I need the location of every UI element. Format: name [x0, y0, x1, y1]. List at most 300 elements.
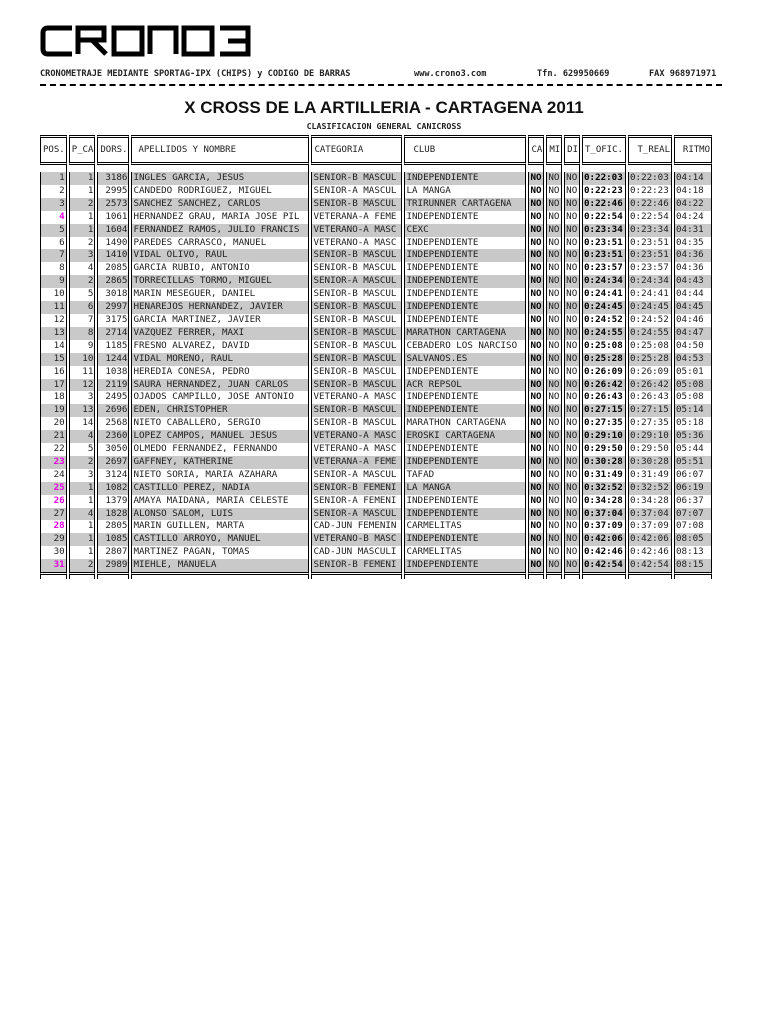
- column-header: CLUB: [404, 135, 526, 165]
- table-row: [40, 301, 712, 314]
- cell-club: TAFAD: [404, 469, 526, 482]
- column-header: RITMO: [674, 135, 712, 165]
- cell-club: INDEPENDIENTE: [404, 172, 526, 185]
- cell-ca: NO: [528, 275, 544, 288]
- cell-pos: 27: [40, 508, 67, 521]
- table-row: [40, 327, 712, 340]
- cell-club: CEBADERO LOS NARCISO: [404, 340, 526, 353]
- cell-dors: 1185: [97, 340, 129, 353]
- cell-treal: 0:34:28: [628, 495, 672, 508]
- cell-club: INDEPENDIENTE: [404, 366, 526, 379]
- cell-mi: NO: [546, 520, 562, 533]
- cell-treal: 0:31:49: [628, 469, 672, 482]
- cell-pca: 1: [69, 172, 96, 185]
- cell-name: FRESNO ALVAREZ, DAVID: [131, 340, 309, 353]
- cell-pca: 7: [69, 314, 96, 327]
- cell-mi: NO: [546, 198, 562, 211]
- cell-di: NO: [564, 288, 580, 301]
- cell-name: INGLES GARCIA, JESUS: [131, 172, 309, 185]
- cell-ritmo: 04:46: [674, 314, 712, 327]
- cell-name: MARTINEZ PAGAN, TOMAS: [131, 546, 309, 559]
- table-row: [40, 211, 712, 224]
- cell-mi: NO: [546, 456, 562, 469]
- cell-cat: SENIOR-B MASCUL: [311, 198, 402, 211]
- cell-name: NIETO CABALLERO, SERGIO: [131, 417, 309, 430]
- cell-ca: NO: [528, 224, 544, 237]
- cell-club: INDEPENDIENTE: [404, 456, 526, 469]
- cell-dors: 2697: [97, 456, 129, 469]
- cell-di: NO: [564, 327, 580, 340]
- cell-dors: 1244: [97, 353, 129, 366]
- cell-di: NO: [564, 404, 580, 417]
- cell-di: NO: [564, 559, 580, 572]
- column-header: CATEGORIA: [311, 135, 402, 165]
- cell-tofic: 0:42:54: [582, 559, 626, 572]
- cell-dors: 1410: [97, 249, 129, 262]
- cell-pca: 9: [69, 340, 96, 353]
- cell-ca: NO: [528, 366, 544, 379]
- cell-ritmo: 04:14: [674, 172, 712, 185]
- cell-treal: 0:37:04: [628, 508, 672, 521]
- cell-di: NO: [564, 237, 580, 250]
- cell-name: HENAREJOS HERNANDEZ, JAVIER: [131, 301, 309, 314]
- cell-name: AMAYA MAIDANA, MARIA CELESTE: [131, 495, 309, 508]
- column-header: P_CA: [69, 135, 96, 165]
- cell-pca: 2: [69, 198, 96, 211]
- cell-tofic: 0:22:03: [582, 172, 626, 185]
- table-row: [40, 275, 712, 288]
- cell-dors: 1828: [97, 508, 129, 521]
- cell-tofic: 0:24:34: [582, 275, 626, 288]
- cell-tofic: 0:22:54: [582, 211, 626, 224]
- column-header: APELLIDOS Y NOMBRE: [131, 135, 309, 165]
- cell-name: OJADOS CAMPILLO, JOSE ANTONIO: [131, 391, 309, 404]
- logo-graphic: [40, 22, 256, 60]
- table-header: [40, 135, 712, 165]
- cell-treal: 0:26:09: [628, 366, 672, 379]
- cell-treal: 0:29:50: [628, 443, 672, 456]
- cell-club: CEXC: [404, 224, 526, 237]
- cell-name: HEREDIA CONESA, PEDRO: [131, 366, 309, 379]
- cell-ca: NO: [528, 262, 544, 275]
- cell-ritmo: 04:47: [674, 327, 712, 340]
- footer-cell: [404, 572, 526, 579]
- table-row: [40, 353, 712, 366]
- cell-name: GARCIA MARTINEZ, JAVIER: [131, 314, 309, 327]
- cell-mi: NO: [546, 172, 562, 185]
- cell-pca: 2: [69, 237, 96, 250]
- cell-mi: NO: [546, 237, 562, 250]
- cell-di: NO: [564, 482, 580, 495]
- column-header: T_REAL: [628, 135, 672, 165]
- cell-cat: VETERANO-A MASC: [311, 430, 402, 443]
- cell-pos: 18: [40, 391, 67, 404]
- cell-mi: NO: [546, 353, 562, 366]
- footer-cell: [546, 572, 562, 579]
- cell-tofic: 0:23:51: [582, 237, 626, 250]
- cell-ritmo: 08:13: [674, 546, 712, 559]
- cell-mi: NO: [546, 508, 562, 521]
- cell-di: NO: [564, 249, 580, 262]
- cell-mi: NO: [546, 211, 562, 224]
- cell-pca: 12: [69, 379, 96, 392]
- cell-pos: 16: [40, 366, 67, 379]
- cell-di: NO: [564, 198, 580, 211]
- cell-pos: 10: [40, 288, 67, 301]
- cell-treal: 0:22:23: [628, 185, 672, 198]
- cell-di: NO: [564, 430, 580, 443]
- gap-cell: [131, 165, 309, 172]
- cell-pos: 28: [40, 520, 67, 533]
- cell-club: INDEPENDIENTE: [404, 301, 526, 314]
- cell-mi: NO: [546, 288, 562, 301]
- column-header: T_OFIC.: [582, 135, 626, 165]
- cell-treal: 0:24:34: [628, 275, 672, 288]
- cell-ritmo: 04:24: [674, 211, 712, 224]
- cell-club: INDEPENDIENTE: [404, 237, 526, 250]
- cell-di: NO: [564, 211, 580, 224]
- cell-tofic: 0:26:43: [582, 391, 626, 404]
- cell-pca: 3: [69, 391, 96, 404]
- cell-tofic: 0:37:04: [582, 508, 626, 521]
- cell-cat: CAD-JUN FEMENIN: [311, 520, 402, 533]
- cell-mi: NO: [546, 275, 562, 288]
- cell-ca: NO: [528, 533, 544, 546]
- cell-treal: 0:22:46: [628, 198, 672, 211]
- cell-cat: SENIOR-A FEMENI: [311, 495, 402, 508]
- cell-ca: NO: [528, 379, 544, 392]
- column-header: POS.: [40, 135, 67, 165]
- cell-pos: 8: [40, 262, 67, 275]
- cell-di: NO: [564, 262, 580, 275]
- cell-mi: NO: [546, 404, 562, 417]
- column-header: DORS.: [97, 135, 129, 165]
- cell-treal: 0:37:09: [628, 520, 672, 533]
- cell-cat: SENIOR-B FEMENI: [311, 482, 402, 495]
- cell-mi: NO: [546, 417, 562, 430]
- cell-ritmo: 06:37: [674, 495, 712, 508]
- cell-ca: NO: [528, 249, 544, 262]
- column-header: CA: [528, 135, 544, 165]
- cell-cat: SENIOR-B MASCUL: [311, 172, 402, 185]
- cell-ritmo: 04:50: [674, 340, 712, 353]
- cell-treal: 0:24:52: [628, 314, 672, 327]
- cell-tofic: 0:29:50: [582, 443, 626, 456]
- cell-tofic: 0:23:57: [582, 262, 626, 275]
- cell-pca: 1: [69, 520, 96, 533]
- table-row: [40, 198, 712, 211]
- cell-di: NO: [564, 314, 580, 327]
- cell-pos: 24: [40, 469, 67, 482]
- cell-pca: 1: [69, 224, 96, 237]
- cell-ca: NO: [528, 314, 544, 327]
- cell-di: NO: [564, 224, 580, 237]
- cell-tofic: 0:34:28: [582, 495, 626, 508]
- cell-club: INDEPENDIENTE: [404, 533, 526, 546]
- cell-ca: NO: [528, 340, 544, 353]
- cell-di: NO: [564, 340, 580, 353]
- cell-pos: 3: [40, 198, 67, 211]
- header-gap: [40, 165, 712, 172]
- cell-club: MARATHON CARTAGENA: [404, 417, 526, 430]
- cell-ritmo: 04:53: [674, 353, 712, 366]
- cell-cat: SENIOR-B MASCUL: [311, 314, 402, 327]
- cell-pos: 29: [40, 533, 67, 546]
- table-row: [40, 379, 712, 392]
- cell-club: INDEPENDIENTE: [404, 495, 526, 508]
- gap-cell: [564, 165, 580, 172]
- cell-treal: 0:24:45: [628, 301, 672, 314]
- cell-mi: NO: [546, 391, 562, 404]
- cell-cat: SENIOR-B MASCUL: [311, 366, 402, 379]
- cell-ritmo: 04:36: [674, 262, 712, 275]
- cell-cat: SENIOR-A MASCUL: [311, 508, 402, 521]
- cell-treal: 0:27:35: [628, 417, 672, 430]
- cell-club: LA MANGA: [404, 185, 526, 198]
- cell-tofic: 0:30:28: [582, 456, 626, 469]
- cell-name: EDEN, CHRISTOPHER: [131, 404, 309, 417]
- cell-pca: 1: [69, 546, 96, 559]
- cell-ritmo: 04:45: [674, 301, 712, 314]
- cell-name: MARIN GUILLEN, MARTA: [131, 520, 309, 533]
- footer-cell: [311, 572, 402, 579]
- cell-pos: 7: [40, 249, 67, 262]
- cell-cat: SENIOR-B FEMENI: [311, 559, 402, 572]
- cell-ca: NO: [528, 559, 544, 572]
- footer-cell: [674, 572, 712, 579]
- cell-cat: SENIOR-B MASCUL: [311, 340, 402, 353]
- cell-dors: 3124: [97, 469, 129, 482]
- crono3-logo: [40, 22, 256, 64]
- cell-pca: 1: [69, 533, 96, 546]
- cell-ca: NO: [528, 417, 544, 430]
- cell-ca: NO: [528, 508, 544, 521]
- cell-cat: SENIOR-B MASCUL: [311, 288, 402, 301]
- cell-pca: 1: [69, 211, 96, 224]
- website-link[interactable]: www.crono3.com: [414, 69, 487, 79]
- footer-cell: [69, 572, 96, 579]
- cell-pca: 1: [69, 495, 96, 508]
- cell-ca: NO: [528, 185, 544, 198]
- cell-dors: 1490: [97, 237, 129, 250]
- cell-name: MIEHLE, MANUELA: [131, 559, 309, 572]
- cell-name: SANCHEZ SANCHEZ, CARLOS: [131, 198, 309, 211]
- cell-ca: NO: [528, 482, 544, 495]
- cell-cat: VETERANO-A MASC: [311, 224, 402, 237]
- cell-treal: 0:42:06: [628, 533, 672, 546]
- cell-pos: 13: [40, 327, 67, 340]
- cell-tofic: 0:25:28: [582, 353, 626, 366]
- cell-di: NO: [564, 469, 580, 482]
- cell-ca: NO: [528, 469, 544, 482]
- cell-name: ALONSO SALOM, LUIS: [131, 508, 309, 521]
- cell-cat: SENIOR-B MASCUL: [311, 353, 402, 366]
- table-row: [40, 456, 712, 469]
- cell-cat: SENIOR-B MASCUL: [311, 417, 402, 430]
- cell-ca: NO: [528, 237, 544, 250]
- cell-treal: 0:25:28: [628, 353, 672, 366]
- cell-treal: 0:26:43: [628, 391, 672, 404]
- cell-di: NO: [564, 301, 580, 314]
- cell-di: NO: [564, 546, 580, 559]
- cell-mi: NO: [546, 262, 562, 275]
- cell-pos: 9: [40, 275, 67, 288]
- cell-cat: VETERANA-A FEME: [311, 211, 402, 224]
- cell-ca: NO: [528, 353, 544, 366]
- cell-treal: 0:24:41: [628, 288, 672, 301]
- cell-ritmo: 08:05: [674, 533, 712, 546]
- cell-club: INDEPENDIENTE: [404, 262, 526, 275]
- cell-ritmo: 06:07: [674, 469, 712, 482]
- cell-pca: 14: [69, 417, 96, 430]
- cell-dors: 2997: [97, 301, 129, 314]
- cell-club: INDEPENDIENTE: [404, 275, 526, 288]
- cell-club: INDEPENDIENTE: [404, 508, 526, 521]
- table-row: [40, 185, 712, 198]
- cell-pca: 2: [69, 456, 96, 469]
- cell-pos: 20: [40, 417, 67, 430]
- cell-treal: 0:22:54: [628, 211, 672, 224]
- cell-pca: 4: [69, 262, 96, 275]
- cell-club: INDEPENDIENTE: [404, 559, 526, 572]
- cell-name: TORRECILLAS TORMO, MIGUEL: [131, 275, 309, 288]
- cell-cat: SENIOR-B MASCUL: [311, 301, 402, 314]
- cell-di: NO: [564, 172, 580, 185]
- cell-ca: NO: [528, 198, 544, 211]
- cell-club: INDEPENDIENTE: [404, 211, 526, 224]
- cell-di: NO: [564, 391, 580, 404]
- cell-di: NO: [564, 456, 580, 469]
- cell-tofic: 0:32:52: [582, 482, 626, 495]
- cell-treal: 0:42:54: [628, 559, 672, 572]
- cell-di: NO: [564, 417, 580, 430]
- cell-name: FERNANDEZ RAMOS, JULIO FRANCIS: [131, 224, 309, 237]
- cell-mi: NO: [546, 443, 562, 456]
- table-row: [40, 443, 712, 456]
- column-header: DI: [564, 135, 580, 165]
- cell-name: GARCIA RUBIO, ANTONIO: [131, 262, 309, 275]
- cell-tofic: 0:22:46: [582, 198, 626, 211]
- gap-cell: [97, 165, 129, 172]
- footer-cell: [97, 572, 129, 579]
- cell-pca: 2: [69, 559, 96, 572]
- cell-ritmo: 05:14: [674, 404, 712, 417]
- cell-pos: 17: [40, 379, 67, 392]
- cell-mi: NO: [546, 224, 562, 237]
- cell-dors: 2807: [97, 546, 129, 559]
- cell-name: GAFFNEY, KATHERINE: [131, 456, 309, 469]
- cell-pca: 3: [69, 469, 96, 482]
- cell-ritmo: 05:08: [674, 379, 712, 392]
- table-row: [40, 469, 712, 482]
- cell-treal: 0:42:46: [628, 546, 672, 559]
- cell-tofic: 0:25:08: [582, 340, 626, 353]
- cell-mi: NO: [546, 469, 562, 482]
- gap-cell: [546, 165, 562, 172]
- cell-cat: SENIOR-B MASCUL: [311, 379, 402, 392]
- cell-ritmo: 04:44: [674, 288, 712, 301]
- table-row: [40, 404, 712, 417]
- cell-tofic: 0:24:52: [582, 314, 626, 327]
- cell-pca: 1: [69, 482, 96, 495]
- cell-name: MARIN MESEGUER, DANIEL: [131, 288, 309, 301]
- cell-pca: 5: [69, 443, 96, 456]
- cell-ritmo: 05:36: [674, 430, 712, 443]
- cell-ca: NO: [528, 430, 544, 443]
- event-title: X CROSS DE LA ARTILLERIA - CARTAGENA 2011: [184, 98, 584, 117]
- cell-treal: 0:22:03: [628, 172, 672, 185]
- cell-tofic: 0:26:42: [582, 379, 626, 392]
- table-row: [40, 288, 712, 301]
- cell-treal: 0:26:42: [628, 379, 672, 392]
- footer-cell: [40, 572, 67, 579]
- cell-ritmo: 04:31: [674, 224, 712, 237]
- gap-cell: [628, 165, 672, 172]
- cell-club: SALVANOS.ES: [404, 353, 526, 366]
- cell-ritmo: 04:43: [674, 275, 712, 288]
- cell-treal: 0:25:08: [628, 340, 672, 353]
- cell-ca: NO: [528, 546, 544, 559]
- column-header: MI: [546, 135, 562, 165]
- cell-pos: 12: [40, 314, 67, 327]
- cell-ritmo: 05:44: [674, 443, 712, 456]
- cell-di: NO: [564, 495, 580, 508]
- results-table: [38, 135, 714, 579]
- cell-di: NO: [564, 275, 580, 288]
- cell-name: CASTILLO PEREZ, NADIA: [131, 482, 309, 495]
- cell-dors: 2989: [97, 559, 129, 572]
- cell-dors: 2119: [97, 379, 129, 392]
- cell-di: NO: [564, 185, 580, 198]
- cell-tofic: 0:29:10: [582, 430, 626, 443]
- cell-pca: 1: [69, 185, 96, 198]
- cell-name: LOPEZ CAMPOS, MANUEL JESUS: [131, 430, 309, 443]
- table-row: [40, 224, 712, 237]
- cell-club: INDEPENDIENTE: [404, 404, 526, 417]
- cell-pca: 5: [69, 288, 96, 301]
- cell-dors: 1379: [97, 495, 129, 508]
- table-row: [40, 172, 712, 185]
- cell-ritmo: 05:51: [674, 456, 712, 469]
- cell-ca: NO: [528, 301, 544, 314]
- cell-dors: 2573: [97, 198, 129, 211]
- cell-name: HERNANDEZ GRAU, MARIA JOSE PIL: [131, 211, 309, 224]
- cell-club: LA MANGA: [404, 482, 526, 495]
- cell-dors: 1604: [97, 224, 129, 237]
- cell-dors: 2495: [97, 391, 129, 404]
- cell-ritmo: 05:01: [674, 366, 712, 379]
- cell-dors: 1038: [97, 366, 129, 379]
- cell-ca: NO: [528, 391, 544, 404]
- tagline: CRONOMETRAJE MEDIANTE SPORTAG-IPX (CHIPS) y CODIGO DE BARRAS: [40, 69, 351, 79]
- cell-dors: 1085: [97, 533, 129, 546]
- cell-club: INDEPENDIENTE: [404, 391, 526, 404]
- cell-treal: 0:30:28: [628, 456, 672, 469]
- cell-di: NO: [564, 508, 580, 521]
- table-row: [40, 520, 712, 533]
- cell-dors: 1082: [97, 482, 129, 495]
- cell-pos: 6: [40, 237, 67, 250]
- cell-pos: 25: [40, 482, 67, 495]
- cell-tofic: 0:26:09: [582, 366, 626, 379]
- cell-treal: 0:24:55: [628, 327, 672, 340]
- table-body: [40, 165, 712, 579]
- cell-name: CANDEDO RODRIGUEZ, MIGUEL: [131, 185, 309, 198]
- cell-ritmo: 07:08: [674, 520, 712, 533]
- cell-pca: 3: [69, 249, 96, 262]
- cell-cat: SENIOR-A MASCUL: [311, 469, 402, 482]
- cell-tofic: 0:37:09: [582, 520, 626, 533]
